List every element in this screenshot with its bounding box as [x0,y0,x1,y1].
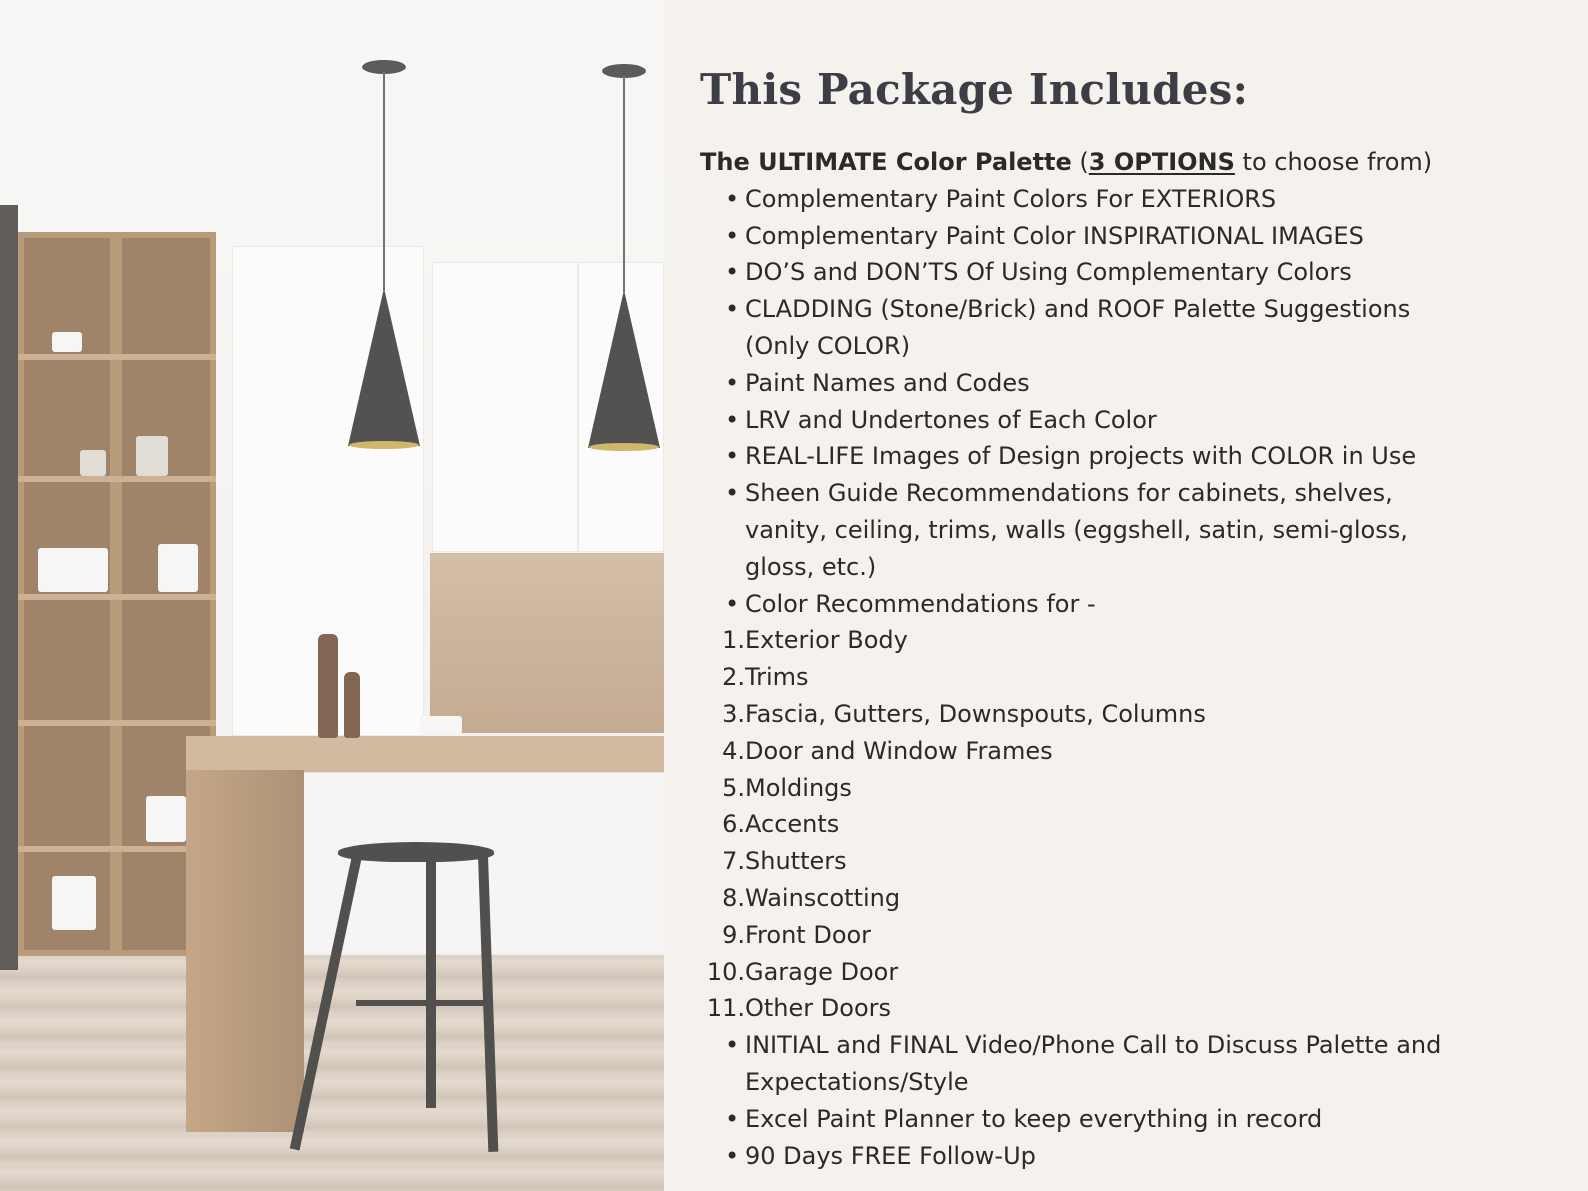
list-item-continuation [700,328,1570,365]
photo-tint [0,0,664,1191]
number-mark: 10. [706,957,745,986]
list-item-text: Color Recommendations for - [745,589,1096,618]
bullet-mark: • [725,442,740,471]
list-item-continuation [700,549,1570,586]
intro-line [700,144,1570,181]
list-item-text: vanity, ceiling, trims, walls (eggshell, satin, semi-gloss, [745,515,1408,544]
numbered-item [700,696,1570,733]
numbered-item [700,843,1570,880]
list-item-text: REAL-LIFE Images of Design projects with COLOR in Use [745,442,1417,471]
bullet-mark: • [725,184,740,213]
bullet-mark: • [725,589,740,618]
number-mark: 2. [722,663,745,692]
list-item-text: INITIAL and FINAL Video/Phone Call to Discuss Palette and [745,1031,1442,1060]
numbered-item-text: Moldings [745,773,852,802]
list-item [700,402,1570,439]
list-item [700,365,1570,402]
list-item-text: Expectations/Style [745,1067,969,1096]
kitchen-photo [0,0,664,1191]
intro-bold: The ULTIMATE Color Palette [700,148,1072,176]
numbered-item [700,622,1570,659]
numbered-item-text: Door and Window Frames [745,736,1053,765]
list-item-continuation [700,1064,1570,1101]
number-mark: 7. [722,847,745,876]
number-mark: 4. [722,736,745,765]
list-item [700,1027,1570,1064]
list-item-text: Excel Paint Planner to keep everything in record [745,1104,1323,1133]
numbered-item-text: Trims [745,663,809,692]
list-item [700,1101,1570,1138]
number-mark: 5. [722,773,745,802]
bullet-mark: • [725,1141,740,1170]
list-item-continuation [700,512,1570,549]
numbered-item [700,917,1570,954]
bullet-mark: • [725,1031,740,1060]
number-mark: 1. [722,626,745,655]
bullet-mark: • [725,368,740,397]
numbered-item [700,659,1570,696]
package-list [700,144,1570,1174]
numbered-item [700,880,1570,917]
list-item-text: Paint Names and Codes [745,368,1030,397]
bullet-mark: • [725,221,740,250]
list-item-text: DO’S and DON’TS Of Using Complementary Colors [745,258,1352,287]
list-item [700,218,1570,255]
bullet-mark: • [725,295,740,324]
list-item-text: Complementary Paint Color INSPIRATIONAL IMAGES [745,221,1364,250]
list-item [700,1138,1570,1175]
numbered-item [700,806,1570,843]
list-item-text: CLADDING (Stone/Brick) and ROOF Palette Suggestions [745,295,1411,324]
numbered-item-text: Accents [745,810,840,839]
options-link[interactable]: 3 OPTIONS [1088,148,1235,176]
numbered-item [700,733,1570,770]
numbered-item [700,990,1570,1027]
number-mark: 3. [722,699,745,728]
number-mark: 11. [706,994,745,1023]
list-item [700,291,1570,328]
list-item-text: (Only COLOR) [745,331,911,360]
intro-tail: to choose from) [1234,148,1433,176]
list-item-text: gloss, etc.) [745,552,877,581]
numbered-item-text: Exterior Body [745,626,908,655]
numbered-item [700,770,1570,807]
number-mark: 6. [722,810,745,839]
page-title: This Package Includes: [700,65,1249,114]
numbered-item-text: Garage Door [745,957,899,986]
numbered-item-text: Front Door [745,920,872,949]
numbered-item-text: Wainscotting [745,883,901,912]
numbered-item-text: Shutters [745,847,847,876]
number-mark: 8. [722,883,745,912]
bullet-mark: • [725,258,740,287]
list-item [700,475,1570,512]
bullet-mark: • [725,405,740,434]
bullet-mark: • [725,1104,740,1133]
numbered-item-text: Fascia, Gutters, Downspouts, Columns [745,699,1206,728]
list-item [700,181,1570,218]
numbered-item-text: Other Doors [745,994,891,1023]
package-contents [700,62,1570,1174]
number-mark: 9. [722,920,745,949]
list-item-text: 90 Days FREE Follow-Up [745,1141,1036,1170]
list-item-text: LRV and Undertones of Each Color [745,405,1157,434]
bullet-mark: • [725,479,740,508]
list-item [700,254,1570,291]
list-item [700,438,1570,475]
numbered-item [700,954,1570,991]
intro-paren: ( [1071,148,1089,176]
list-item-text: Complementary Paint Colors For EXTERIORS [745,184,1277,213]
list-item-text: Sheen Guide Recommendations for cabinets, shelves, [745,479,1393,508]
list-item [700,586,1570,623]
